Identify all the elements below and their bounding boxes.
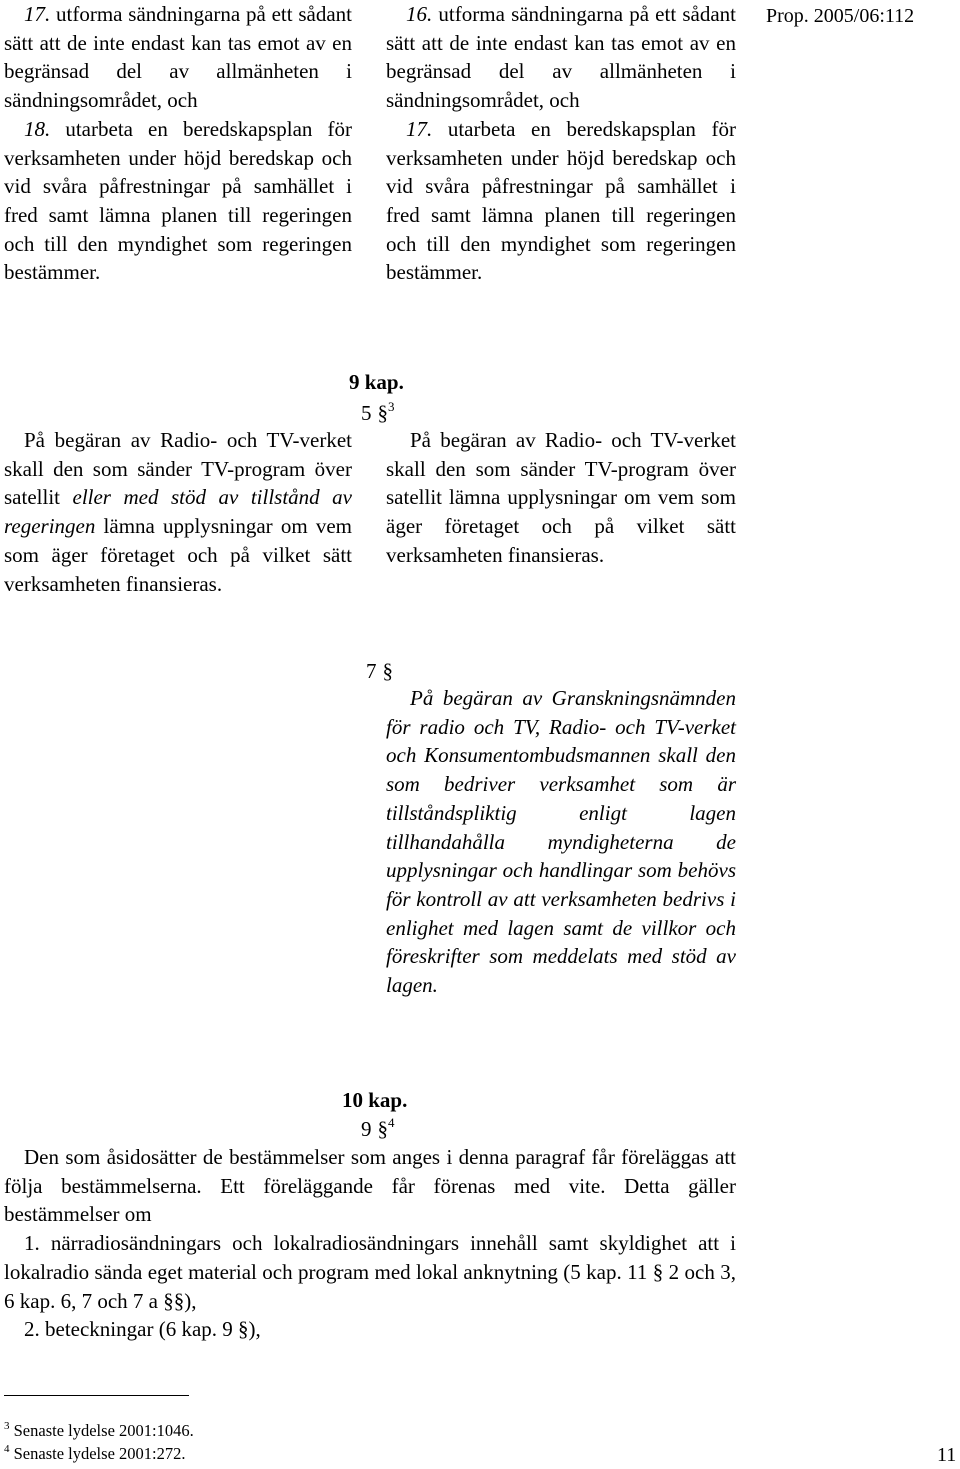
section-5-right: På begäran av Radio- och TV-verket skall den som sänder TV-program över satellit lämna upplysningar om vem som äger företaget och på vilket sätt verksamheten finansieras. bbox=[386, 428, 736, 567]
item-18-left bbox=[4, 115, 352, 287]
right-column-proposed-law bbox=[386, 0, 736, 287]
section-7-heading: 7 § bbox=[366, 659, 393, 683]
item-number: 18. bbox=[24, 116, 51, 141]
section-5-heading: 5 §$^3$ bbox=[361, 399, 395, 425]
item-16-right bbox=[386, 0, 736, 115]
item-text: utarbeta en beredskapsplan för verksamheten under höjd beredskap och vid svåra påfrestningar på samhället i fred samt lämna planen till regeringen och till den myndighet som regeringen bestämmer. bbox=[4, 116, 353, 285]
section-9-heading: 9 §$^4$ bbox=[361, 1115, 395, 1141]
item-17-left bbox=[4, 0, 352, 115]
deleted-text: eller med stöd av tillstånd av regeringen bbox=[4, 485, 352, 539]
chapter-9-heading: 9 kap. bbox=[349, 370, 404, 394]
footnote-4: $^4$ Senaste lydelse 2001:272. bbox=[4, 1442, 186, 1463]
footnote-separator bbox=[4, 1395, 189, 1396]
item-number: 16. bbox=[406, 2, 433, 26]
item-number: 17. bbox=[24, 2, 51, 26]
chapter-10-heading: 10 kap. bbox=[342, 1088, 408, 1112]
item-text: utforma sändningarna på ett sådant sätt att de inte endast kan tas emot av en begränsad del av allmänheten i sändningsområdet, och bbox=[386, 2, 736, 113]
section-7-new-text: På begäran av Granskningsnämnden för radio och TV, Radio- och TV-verket och Konsumentombudsmannen skall den som bedriver verksamhet som är tillståndspliktig enligt lagen tillhandahålla myndigheterna de upplysningar och handlingar som behövs för kontroll av att verksamheten bedrivs i enlighet med lagen samt de villkor och föreskrifter som meddelats med stöd av lagen. bbox=[386, 686, 736, 998]
page-number: 11 bbox=[937, 1444, 957, 1466]
section-5-left: På begäran av Radio- och TV-verket skall den som sänder TV-program över satellit eller med stöd av tillstånd av regeringen lämna upplysningar om vem som äger företaget och på vilket sätt verksamheten finansieras. bbox=[4, 428, 352, 596]
footnote-ref-3: 3 bbox=[388, 399, 395, 414]
item-number: 17. bbox=[406, 116, 433, 141]
item-text: utarbeta en beredskapsplan för verksamheten under höjd beredskap och vid svåra påfrestningar på samhället i fred samt lämna planen till regeringen och till den myndighet som regeringen bestämmer. bbox=[386, 116, 737, 285]
list-item-1: 1. närradiosändningars och lokalradiosändningars innehåll samt skyldighet att i lokalradio sända eget material och program med lokal anknytning (5 kap. 11 § 2 och 3, 6 kap. 6, 7 och 7 a §§), bbox=[4, 1231, 736, 1313]
left-column-current-law bbox=[4, 0, 352, 287]
footnote-ref-4: 4 bbox=[388, 1115, 395, 1130]
proposition-label: Prop. 2005/06:112 bbox=[766, 5, 915, 27]
item-text: utforma sändningarna på ett sådant sätt att de inte endast kan tas emot av en begränsad del av allmänheten i sändningsområdet, och bbox=[4, 2, 353, 113]
section-9-body bbox=[4, 1143, 736, 1344]
list-item-2: 2. beteckningar (6 kap. 9 §), bbox=[24, 1317, 261, 1342]
item-17-right bbox=[386, 115, 736, 287]
intro-paragraph: Den som åsidosätter de bestämmelser som anges i denna paragraf får föreläggas att följa bestämmelserna. Ett föreläggande får förenas med vite. Detta gäller bestämmelser om bbox=[4, 1145, 736, 1227]
footnote-3: $^3$ Senaste lydelse 2001:1046. bbox=[4, 1419, 194, 1440]
